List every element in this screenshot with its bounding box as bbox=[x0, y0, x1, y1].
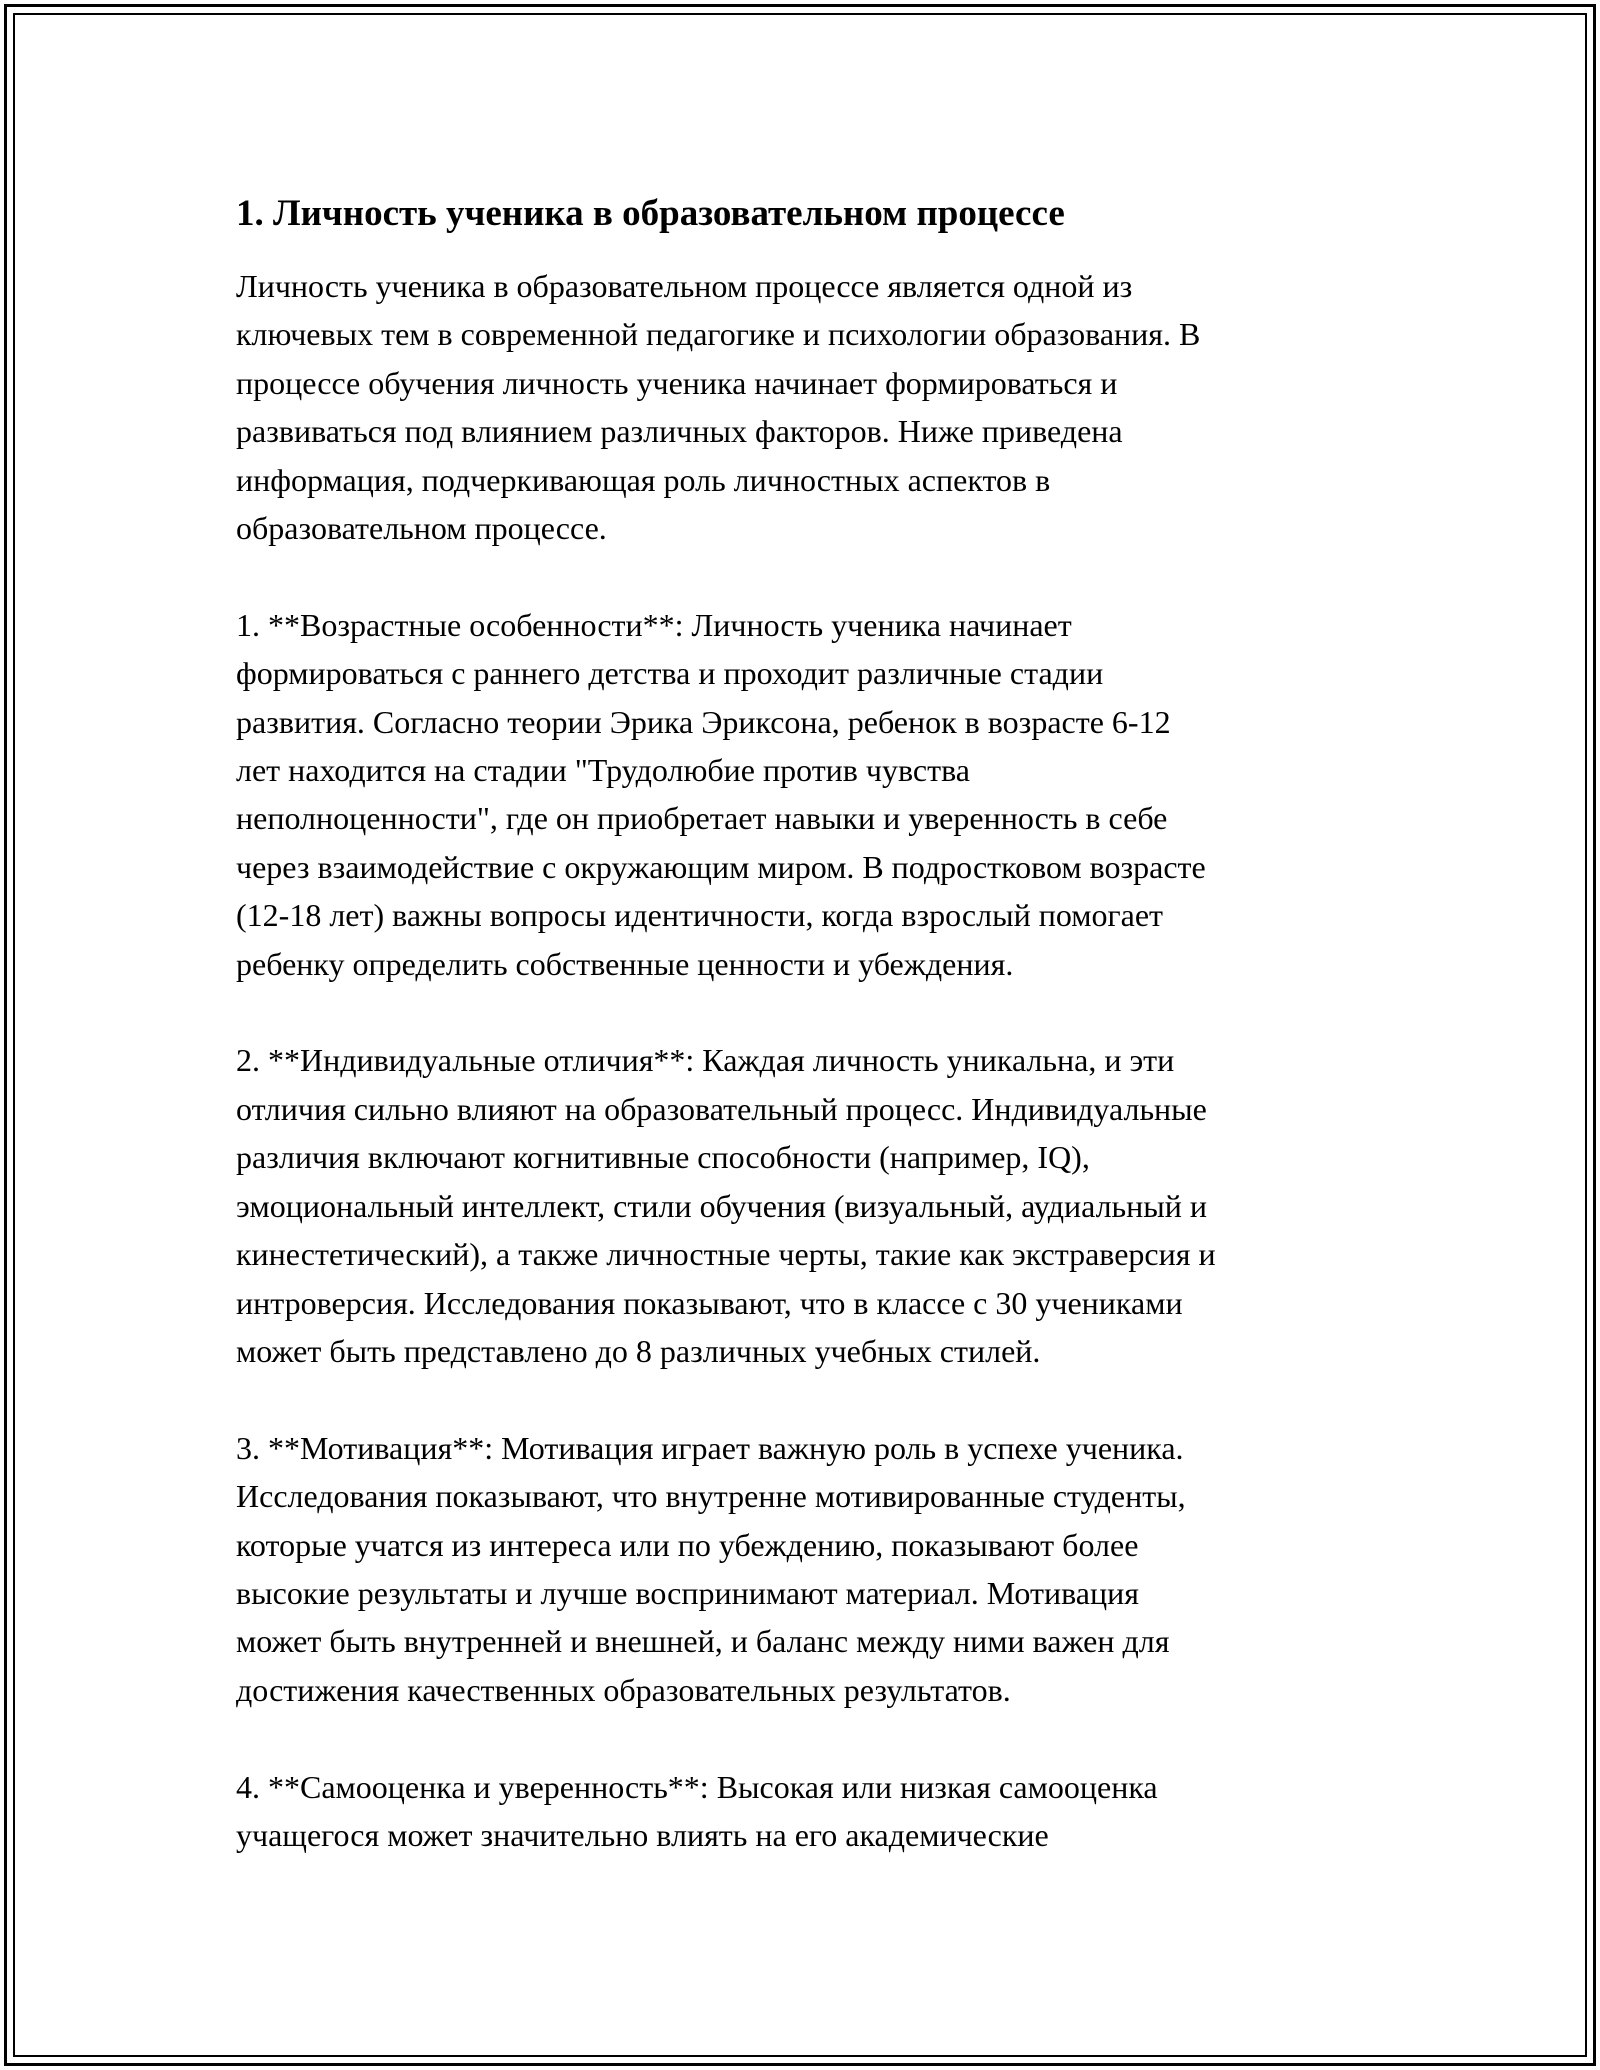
text-line: развития. Согласно теории Эрика Эриксона, ребенок в возрасте 6-12 bbox=[236, 703, 1171, 740]
age-features-paragraph bbox=[236, 601, 1366, 988]
text-line: через взаимодействие с окружающим миром. В подростковом возрасте bbox=[236, 848, 1206, 885]
text-line: неполноценности", где он приобретает навыки и уверенность в себе bbox=[236, 800, 1168, 837]
text-line: 1. **Возрастные особенности**: Личность ученика начинает bbox=[236, 606, 1072, 643]
text-line: достижения качественных образовательных результатов. bbox=[236, 1671, 1011, 1708]
text-line: развиваться под влиянием различных факторов. Ниже приведена bbox=[236, 413, 1123, 450]
text-line: интроверсия. Исследования показывают, что в классе с 30 учениками bbox=[236, 1284, 1183, 1321]
section-heading: 1. Личность ученика в образовательном процессе bbox=[236, 193, 1065, 234]
text-line: 2. **Индивидуальные отличия**: Каждая личность уникальна, и эти bbox=[236, 1042, 1175, 1079]
text-line: лет находится на стадии "Трудолюбие против чувства bbox=[236, 752, 970, 789]
individual-differences-paragraph bbox=[236, 1036, 1366, 1375]
motivation-paragraph bbox=[236, 1424, 1366, 1714]
text-line: ключевых тем в современной педагогике и психологии образования. В bbox=[236, 316, 1201, 353]
text-line: формироваться с раннего детства и проходит различные стадии bbox=[236, 655, 1104, 692]
text-line: 4. **Самооценка и уверенность**: Высокая или низкая самооценка bbox=[236, 1768, 1158, 1805]
text-line: учащегося может значительно влиять на его академические bbox=[236, 1816, 1049, 1853]
text-line: высокие результаты и лучше воспринимают материал. Мотивация bbox=[236, 1574, 1139, 1611]
self-esteem-paragraph bbox=[236, 1763, 1366, 1860]
text-line: может быть представлено до 8 различных учебных стилей. bbox=[236, 1332, 1041, 1369]
intro-paragraph bbox=[236, 262, 1366, 552]
text-line: Исследования показывают, что внутренне мотивированные студенты, bbox=[236, 1478, 1186, 1515]
text-line: эмоциональный интеллект, стили обучения (визуальный, аудиальный и bbox=[236, 1187, 1208, 1224]
text-line: различия включают когнитивные способности (например, IQ), bbox=[236, 1139, 1090, 1176]
text-line: отличия сильно влияют на образовательный процесс. Индивидуальные bbox=[236, 1090, 1207, 1127]
text-line: 3. **Мотивация**: Мотивация играет важную роль в успехе ученика. bbox=[236, 1429, 1184, 1466]
text-line: кинестетический), а также личностные черты, такие как экстраверсия и bbox=[236, 1236, 1216, 1273]
text-line: ребенку определить собственные ценности и убеждения. bbox=[236, 945, 1014, 982]
text-line: образовательном процессе. bbox=[236, 510, 607, 547]
text-line: информация, подчеркивающая роль личностных аспектов в bbox=[236, 461, 1051, 498]
text-line: процессе обучения личность ученика начинает формироваться и bbox=[236, 364, 1118, 401]
text-line: Личность ученика в образовательном процессе является одной из bbox=[236, 268, 1133, 304]
text-line: (12-18 лет) важны вопросы идентичности, когда взрослый помогает bbox=[236, 897, 1163, 934]
text-line: может быть внутренней и внешней, и баланс между ними важен для bbox=[236, 1623, 1170, 1660]
text-line: которые учатся из интереса или по убеждению, показывают более bbox=[236, 1526, 1139, 1563]
document-body bbox=[236, 186, 1366, 1859]
